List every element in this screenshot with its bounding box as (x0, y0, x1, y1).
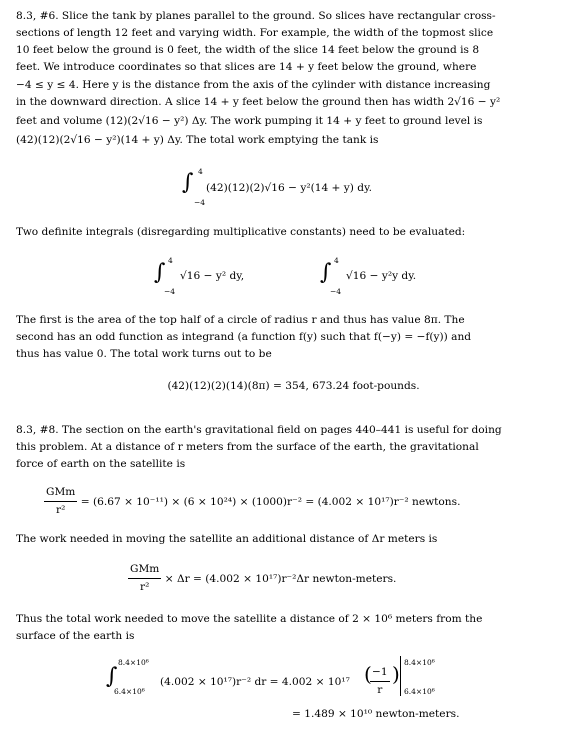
explanation-2: second has an odd function as integrand (a function f(y) such that f(−y) = −f(y)) and (16, 331, 472, 343)
eval-upper: 8.4×10⁶ (404, 658, 435, 667)
eval-lower: 6.4×10⁶ (404, 687, 435, 696)
integral-sign: ∫ (182, 170, 194, 195)
denominator: r (377, 684, 383, 697)
work-equation (128, 561, 396, 597)
force-rhs: = (6.67 × 10⁻¹¹) × (6 × 10²⁴) × (1000)r⁻² = (4.002 × 10¹⁷)r⁻² newtons. (80, 495, 461, 508)
p6-line-6: in the downward direction. A slice 14 + y feet below the ground then has width 2√16 − y² (16, 96, 501, 108)
integrand: (4.002 × 10¹⁷)r⁻² dr = 4.002 × 10¹⁷ (160, 676, 350, 688)
total-line-2: surface of the earth is (16, 630, 135, 642)
p8-line-1: 8.3, #8. The section on the earth's gravitational field on pages 440–441 is useful for doing (16, 424, 502, 436)
p6-result: (42)(12)(2)(14)(8π) = 354, 673.24 foot-pounds. (167, 380, 420, 392)
explanation-1: The first is the area of the top half of a circle of radius r and thus has value 8π. The (16, 314, 465, 326)
p8-line-2: this problem. At a distance of r meters from the surface of the earth, the gravitational (16, 441, 479, 453)
lower-limit: 6.4×10⁶ (114, 687, 145, 696)
integrand: √16 − y² dy, (180, 270, 245, 282)
p6-line-1: 8.3, #6. Slice the tank by planes parallel to the ground. So slices have rectangular cross- (16, 10, 496, 22)
upper-limit: 4 (334, 256, 339, 265)
explanation-3: thus has value 0. The total work turns out to be (16, 348, 272, 360)
integral-sign: ∫ (320, 260, 332, 285)
work-fraction (128, 561, 161, 597)
p6-line-8: (42)(12)(2√16 − y²)(14 + y) Δy. The total work emptying the tank is (16, 134, 379, 146)
upper-limit: 8.4×10⁶ (118, 658, 149, 667)
upper-limit: 4 (198, 167, 203, 176)
integrand: (42)(12)(2)√16 − y²(14 + y) dy. (206, 182, 373, 194)
upper-limit: 4 (168, 256, 173, 265)
p6-line-4: feet. We introduce coordinates so that slices are 14 + y feet below the ground, where (16, 61, 477, 73)
work-rhs: × Δr = (4.002 × 10¹⁷)r⁻²Δr newton-meters. (164, 572, 397, 585)
numerator: GMm (44, 484, 77, 502)
lower-limit: −4 (330, 287, 342, 296)
left-paren: ( (364, 662, 372, 686)
final-result: = 1.489 × 10¹⁰ newton-meters. (292, 708, 460, 720)
force-fraction (44, 484, 77, 520)
work-text: The work needed in moving the satellite an additional distance of Δr meters is (16, 533, 438, 545)
lower-limit: −4 (164, 287, 176, 296)
force-equation (44, 484, 460, 520)
integral-sign: ∫ (154, 260, 166, 285)
total-line-1: Thus the total work needed to move the satellite a distance of 2 × 10⁶ meters from the (16, 613, 483, 625)
integrand: √16 − y²y dy. (346, 270, 417, 282)
numerator: GMm (128, 561, 161, 579)
denominator: r² (56, 504, 66, 517)
eval-bar (400, 656, 401, 696)
denominator: r² (140, 581, 150, 594)
two-integrals-text: Two definite integrals (disregarding multiplicative constants) need to be evaluated: (16, 226, 466, 238)
p6-line-7: feet and volume (12)(2√16 − y²) Δy. The work pumping it 14 + y feet to ground level is (16, 115, 483, 127)
p6-line-5: −4 ≤ y ≤ 4. Here y is the distance from the axis of the cylinder with distance increasing (16, 79, 491, 91)
p8-line-3: force of earth on the satellite is (16, 458, 186, 470)
integral-sign: ∫ (106, 664, 118, 689)
lower-limit: −4 (194, 198, 206, 207)
p6-line-3: 10 feet below the ground is 0 feet, the width of the slice 14 feet below the ground is 8 (16, 44, 480, 56)
p6-line-2: sections of length 12 feet and varying width. For example, the width of the topmost slice (16, 27, 494, 39)
right-paren: ) (392, 662, 400, 686)
numerator: −1 (370, 664, 390, 682)
eval-fraction (370, 664, 390, 700)
